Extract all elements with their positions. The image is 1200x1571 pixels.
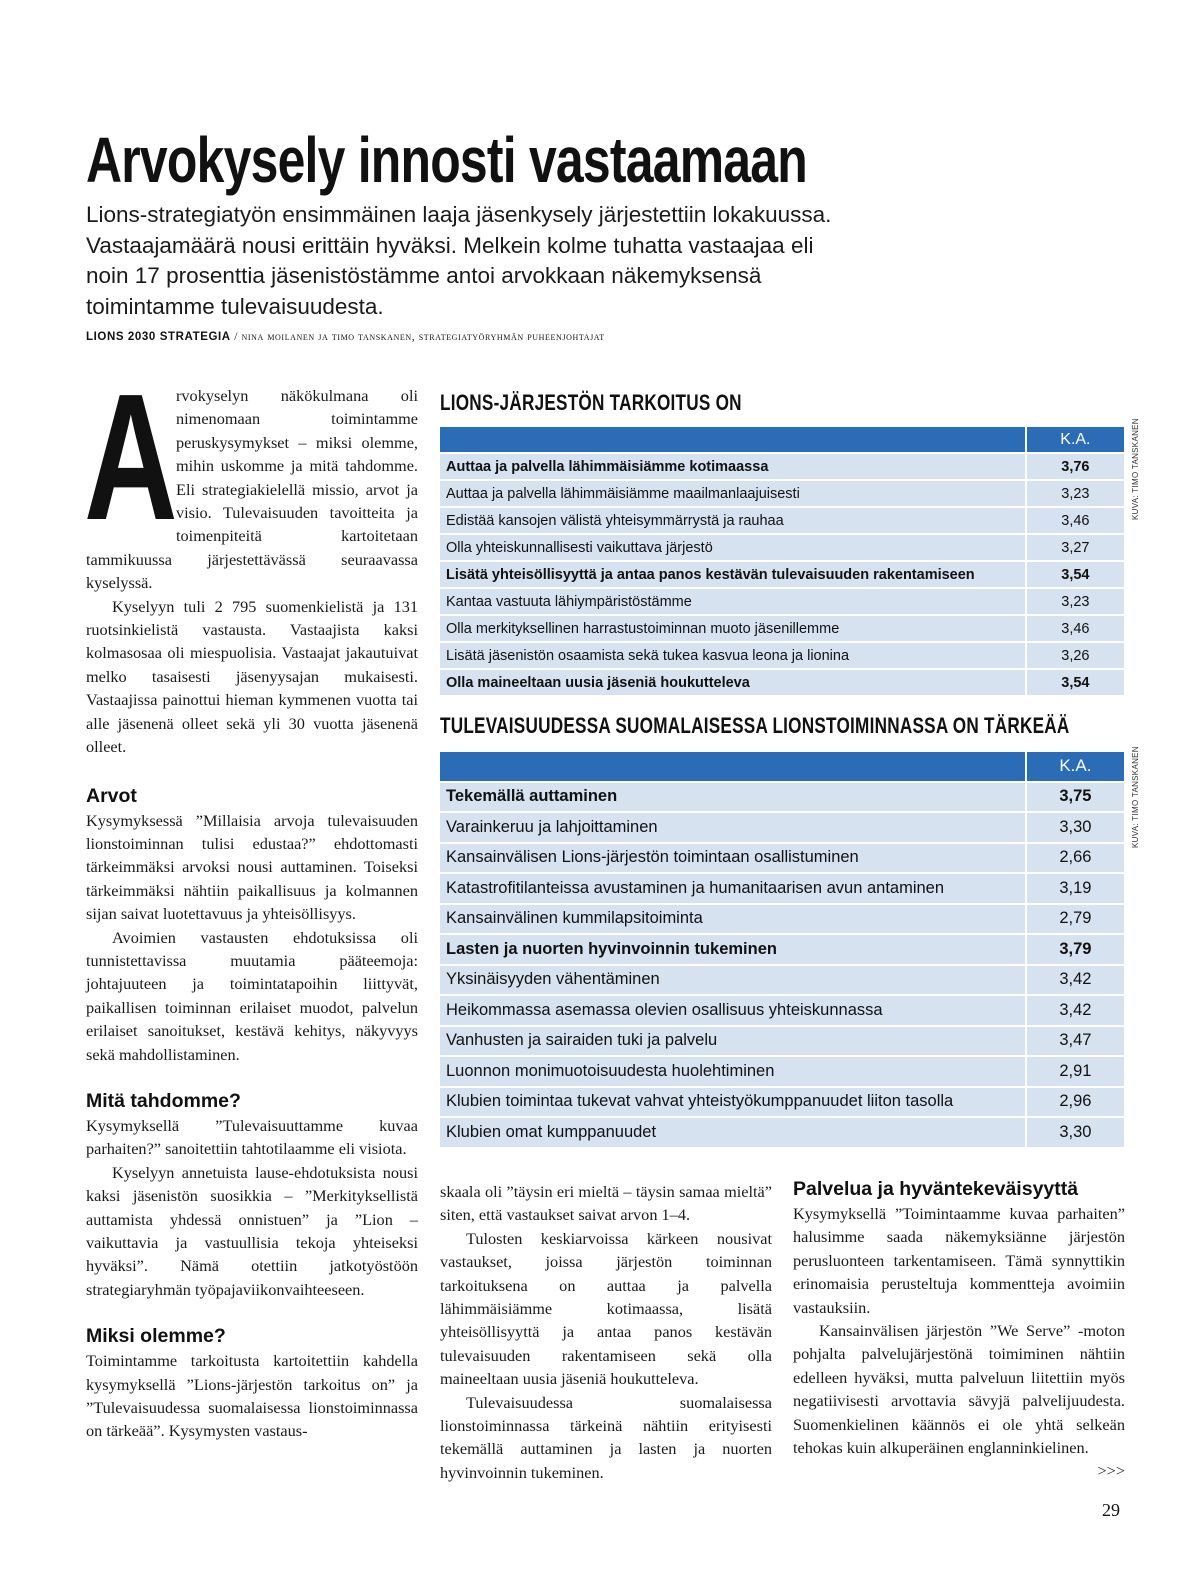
subheading-arvot: Arvot bbox=[86, 784, 137, 807]
table-2-body bbox=[440, 783, 1124, 1147]
table-row bbox=[440, 1057, 1124, 1086]
row-label: Kansainvälinen kummilapsitoiminta bbox=[440, 905, 1025, 934]
row-value: 3,26 bbox=[1025, 643, 1124, 668]
table-row bbox=[440, 481, 1124, 506]
table-1 bbox=[440, 425, 1124, 697]
row-label: Olla yhteiskunnallisesti vaikuttava järjestö bbox=[440, 535, 1025, 560]
row-label: Tekemällä auttaminen bbox=[440, 783, 1025, 812]
paragraph: Tulosten keskiarvoissa kärkeen nousivat vastaukset, joissa järjestön toiminnan tarkoituksena on auttaa ja palvella lähimmäisiämme kotimaassa, lisätä yhteisöllisyyttä ja antaa panos kestävän tulevaisuuden rakentamiseen sekä olla maineeltaan uusia jäseniä houkutteleva. bbox=[440, 1228, 772, 1389]
photo-credit: KUVA: TIMO TANSKANEN bbox=[1131, 418, 1140, 520]
paragraph: Kysymyksessä ”Millaisia arvoja tulevaisuuden lionstoiminnan tulisi edustaa?” ehdottomasti tärkeimmäksi arvoksi nousi auttaminen. Toiseksi tärkeimmäksi nähtiin paikallisuus ja kolmannen sijan saivat luotettavuus ja yhteisöllisyys. bbox=[86, 810, 418, 924]
article-column-3 bbox=[793, 1176, 1125, 1483]
row-value: 2,79 bbox=[1025, 905, 1124, 934]
row-value: 2,66 bbox=[1025, 844, 1124, 873]
table-1-body bbox=[440, 454, 1124, 695]
row-label: Klubien omat kumppanuudet bbox=[440, 1118, 1025, 1147]
row-value: 3,54 bbox=[1025, 562, 1124, 587]
row-label: Auttaa ja palvella lähimmäisiämme maailmanlaajuisesti bbox=[440, 481, 1025, 506]
table-row bbox=[440, 562, 1124, 587]
header-cell-ka: K.A. bbox=[1025, 427, 1124, 452]
row-label: Yksinäisyyden vähentäminen bbox=[440, 966, 1025, 995]
row-value: 3,30 bbox=[1025, 1118, 1124, 1147]
header-cell-ka: K.A. bbox=[1025, 752, 1124, 781]
row-label: Heikommassa asemassa olevien osallisuus yhteiskunnassa bbox=[440, 996, 1025, 1025]
paragraph: Toimintamme tarkoitusta kartoitettiin kahdella kysymyksellä ”Lions-järjestön tarkoitus on” ja ”Tulevaisuudessa suomalaisessa lionstoiminnassa on tärkeää”. Kysymysten vastaus- bbox=[86, 1351, 418, 1441]
row-value: 3,23 bbox=[1025, 589, 1124, 614]
subheading-palvelua: Palvelua ja hyväntekeväisyyttä bbox=[793, 1178, 1079, 1200]
byline-authors: / nina moilanen ja timo tanskanen, strategiatyöryhmän puheenjohtajat bbox=[230, 331, 605, 343]
row-label: Klubien toimintaa tukevat vahvat yhteistyökumppanuudet liiton tasolla bbox=[440, 1088, 1025, 1117]
row-value: 3,47 bbox=[1025, 1027, 1124, 1056]
table-row bbox=[440, 874, 1124, 903]
article-column-2 bbox=[440, 1180, 772, 1484]
row-value: 3,46 bbox=[1025, 616, 1124, 641]
table-row bbox=[440, 1088, 1124, 1117]
table-row bbox=[440, 996, 1124, 1025]
table-row bbox=[440, 905, 1124, 934]
row-value: 3,79 bbox=[1025, 935, 1124, 964]
table-row bbox=[440, 454, 1124, 479]
row-label: Kantaa vastuuta lähiympäristöstämme bbox=[440, 589, 1025, 614]
table-row bbox=[440, 1118, 1124, 1147]
article-lead: Lions-strategiatyön ensimmäinen laaja jäsenkysely järjestettiin lokakuussa. Vastaajamäärä nousi erittäin hyväksi. Melkein kolme tuhatta vastaajaa eli noin 17 prosenttia jäsenistöstämme antoi arvokkaan näkemyksensä toimintamme tulevaisuudesta. bbox=[86, 202, 832, 319]
table-header-row bbox=[440, 427, 1124, 452]
subheading-miksi: Miksi olemme? bbox=[86, 1325, 226, 1348]
table-row bbox=[440, 670, 1124, 695]
row-value: 3,23 bbox=[1025, 481, 1124, 506]
table-row bbox=[440, 783, 1124, 812]
row-value: 2,91 bbox=[1025, 1057, 1124, 1086]
subheading-tahdomme: Mitä tahdomme? bbox=[86, 1089, 241, 1112]
row-label: Vanhusten ja sairaiden tuki ja palvelu bbox=[440, 1027, 1025, 1056]
table-row bbox=[440, 935, 1124, 964]
row-label: Lisätä jäsenistön osaamista sekä tukea kasvua leona ja lionina bbox=[440, 643, 1025, 668]
table-row bbox=[440, 1027, 1124, 1056]
table-header-row bbox=[440, 752, 1124, 781]
row-value: 3,30 bbox=[1025, 813, 1124, 842]
row-label: Olla merkityksellinen harrastustoiminnan muoto jäsenillemme bbox=[440, 616, 1025, 641]
table-row bbox=[440, 589, 1124, 614]
row-value: 3,42 bbox=[1025, 996, 1124, 1025]
row-label: Olla maineeltaan uusia jäseniä houkutteleva bbox=[440, 670, 1025, 695]
table-1-title: LIONS-JÄRJESTÖN TARKOITUS ON bbox=[440, 390, 742, 415]
table-row bbox=[440, 844, 1124, 873]
page-number: 29 bbox=[1102, 1500, 1120, 1520]
row-label: Katastrofitilanteissa avustaminen ja humanitaarisen avun antaminen bbox=[440, 874, 1025, 903]
table-row bbox=[440, 535, 1124, 560]
paragraph: Tulevaisuudessa suomalaisessa lionstoiminnassa tärkeinä nähtiin erityisesti tekemällä auttaminen ja lasten ja nuorten hyvinvoinnin tukeminen. bbox=[440, 1392, 772, 1482]
paragraph: skaala oli ”täysin eri mieltä – täysin samaa mieltä” siten, että vastaukset saivat arvon 1–4. bbox=[440, 1182, 772, 1225]
table-2 bbox=[440, 750, 1124, 1149]
table-row bbox=[440, 643, 1124, 668]
row-label: Varainkeruu ja lahjoittaminen bbox=[440, 813, 1025, 842]
table-2-title: TULEVAISUUDESSA SUOMALAISESSA LIONSTOIMINNASSA ON TÄRKEÄÄ bbox=[440, 713, 1070, 738]
paragraph: Kansainvälisen järjestön ”We Serve” -moton pohjalta palvelujärjestönä toimiminen nähtiin edelleen hyväksi, mutta palveluun liitettiin myös negatiivisesti arvottavia sävyjä palvelijuudesta. Suomenkielinen käännös ei ole yhtä selkeän tehokas kuin alkuperäinen englanninkielinen. bbox=[793, 1321, 1125, 1458]
table-row bbox=[440, 616, 1124, 641]
row-label: Lasten ja nuorten hyvinvoinnin tukeminen bbox=[440, 935, 1025, 964]
row-label: Auttaa ja palvella lähimmäisiämme kotimaassa bbox=[440, 454, 1025, 479]
byline bbox=[86, 331, 1126, 343]
paragraph: Kysymyksellä ”Tulevaisuuttamme kuvaa parhaiten?” sanoitettiin tahtotilaamme eli visiota. bbox=[86, 1115, 418, 1159]
row-value: 3,46 bbox=[1025, 508, 1124, 533]
row-label: Edistää kansojen välistä yhteisymmärrystä ja rauhaa bbox=[440, 508, 1025, 533]
paragraph: Kyselyyn tuli 2 795 suomenkielistä ja 131 ruotsinkielistä vastausta. Vastaajista kaksi kolmasosaa oli miespuolisia. Vastaajat jakautuivat melko tasaisesti jäsenyysajan mukaisesti. Vastaajissa painottui hieman kymmenen vuotta tai alle jäsenenä olleet sekä yli 30 vuotta jäsenenä olleet. bbox=[86, 596, 418, 757]
row-value: 3,54 bbox=[1025, 670, 1124, 695]
row-label: Kansainvälisen Lions-järjestön toimintaan osallistuminen bbox=[440, 844, 1025, 873]
row-label: Lisätä yhteisöllisyyttä ja antaa panos kestävän tulevaisuuden rakentamiseen bbox=[440, 562, 1025, 587]
paragraph: Avoimien vastausten ehdotuksissa oli tunnistettavissa muutamia pääteemoja: johtajuuteen ja toimintatapoihin liittyvät, paikallisen toiminnan erilaiset muodot, palvelun erilaiset sanoitukset, kestävä kehitys, näkyvyys sekä mahdollistaminen. bbox=[86, 927, 418, 1064]
drop-cap: A bbox=[84, 357, 178, 558]
article-column-1 bbox=[84, 357, 418, 1443]
row-value: 2,96 bbox=[1025, 1088, 1124, 1117]
table-row bbox=[440, 966, 1124, 995]
row-value: 3,75 bbox=[1025, 783, 1124, 812]
paragraph: rvokyselyn näkökulmana oli nimenomaan toimintamme peruskysymykset – miksi olemme, mihin uskomme ja mitä tahdomme. Eli strategiakielellä missio, arvot ja visio. Tulevaisuuden tavoitteita ja toimenpiteitä kartoitetaan tammikuussa järjestettävässä seuraavassa kyselyssä. bbox=[86, 386, 418, 593]
article-title: Arvokysely innosti vastaamaan bbox=[86, 124, 807, 196]
paragraph: Kysymyksellä ”Toimintaamme kuvaa parhaiten” halusimme saada näkemyksiänne järjestön perusluonteen tarkentamiseen. Tämä synnyttikin erinomaisia perusteltuja kommentteja avoimiin vastauksiin. bbox=[793, 1204, 1125, 1317]
continue-marker: >>> bbox=[1097, 1461, 1125, 1481]
photo-credit: KUVA: TIMO TANSKANEN bbox=[1131, 746, 1140, 848]
header-cell-empty bbox=[440, 427, 1025, 452]
row-value: 3,19 bbox=[1025, 874, 1124, 903]
table-row bbox=[440, 508, 1124, 533]
table-row bbox=[440, 813, 1124, 842]
header-cell-empty bbox=[440, 752, 1025, 781]
row-label: Luonnon monimuotoisuudesta huolehtiminen bbox=[440, 1057, 1025, 1086]
paragraph: Kyselyyn annetuista lause-ehdotuksista nousi kaksi jäsenistön suosikkia – ”Merkityksellistä auttamista yhdessä onnistuen” ja ”Lion – vaikuttavia ja vastuullisia tekoja yhteiseksi hyväksi”. Nämä otettiin jatkotyöstöön strategiaryhmän työpajaviikonvaihteeseen. bbox=[86, 1162, 418, 1299]
byline-section: LIONS 2030 STRATEGIA bbox=[86, 331, 231, 343]
row-value: 3,76 bbox=[1025, 454, 1124, 479]
row-value: 3,42 bbox=[1025, 966, 1124, 995]
row-value: 3,27 bbox=[1025, 535, 1124, 560]
